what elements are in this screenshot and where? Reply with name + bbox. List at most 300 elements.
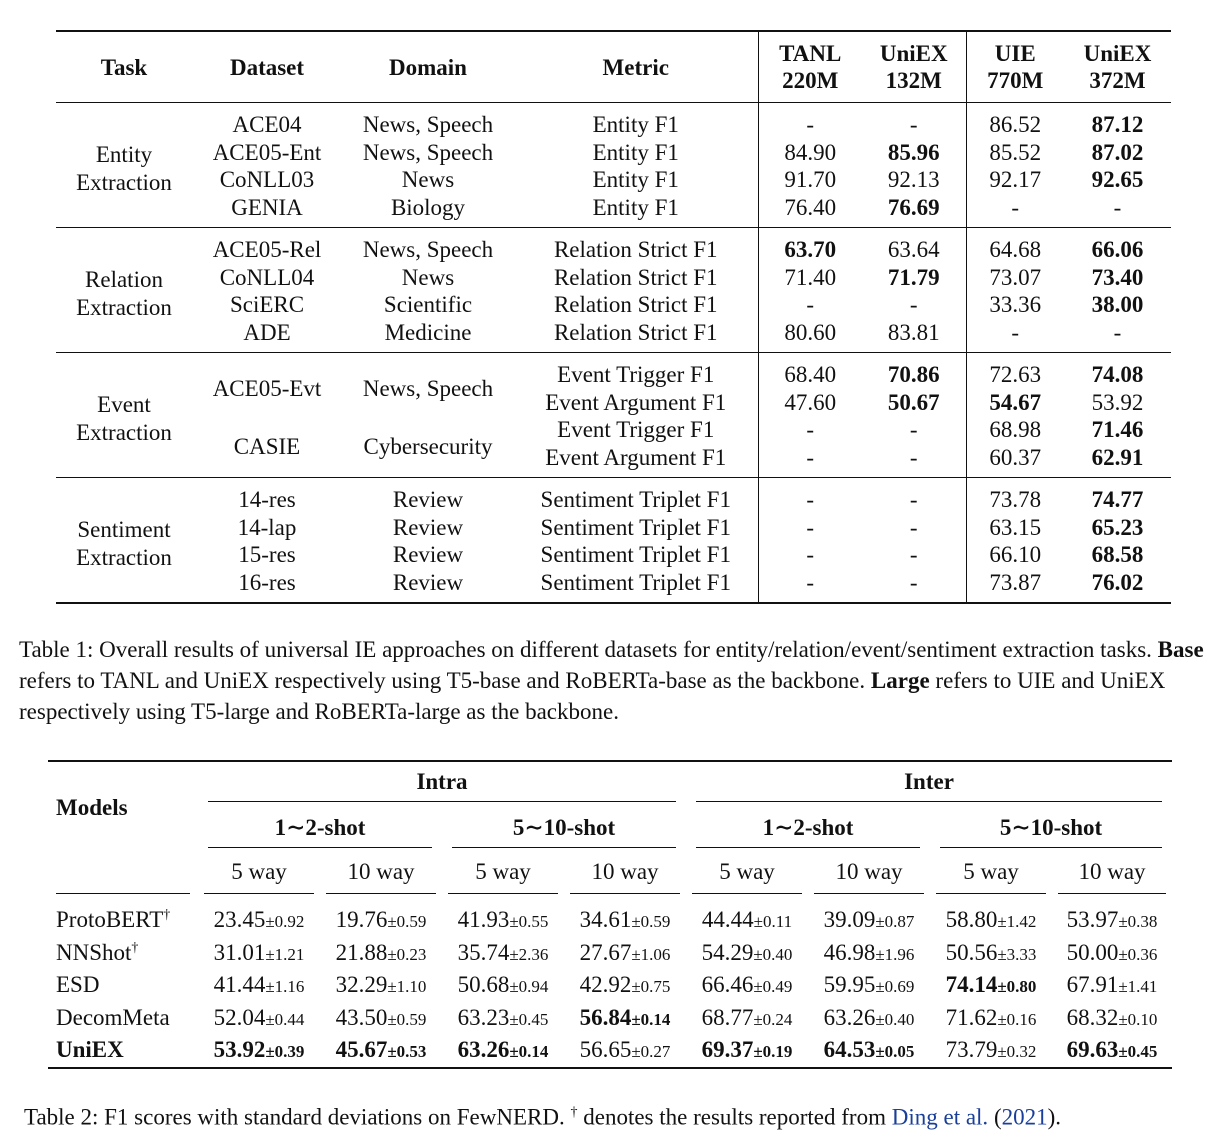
header-way: 5 way	[442, 854, 564, 898]
score-cell	[198, 898, 320, 937]
group-sentiment	[56, 478, 1171, 604]
value-cell: 74.77	[1091, 487, 1144, 512]
score-stddev: ±0.45	[1118, 1042, 1158, 1062]
table2-body	[48, 898, 1172, 1068]
score-stddev: ±0.14	[509, 1042, 549, 1062]
score-stddev: ±0.14	[631, 1009, 671, 1029]
table1-header-row	[56, 31, 1171, 103]
dataset-cell: CoNLL04	[219, 264, 315, 290]
score-value: 41.93	[457, 907, 510, 933]
value-cell: 64.68	[966, 228, 1064, 264]
score-stddev: ±2.36	[509, 944, 549, 964]
value-cell: 71.40	[758, 264, 862, 292]
score-value: 64.53	[823, 1037, 876, 1063]
score-value: 56.65	[579, 1037, 632, 1063]
dataset-cell: ACE05-Ent	[212, 139, 322, 165]
task-label: Entity Extraction	[76, 142, 172, 195]
score-cell	[564, 1002, 686, 1035]
value-cell: 83.81	[887, 319, 940, 345]
value-cell: -	[758, 291, 862, 319]
score-value: 50.00	[1066, 939, 1119, 965]
score-stddev: ±0.10	[1118, 1009, 1158, 1029]
domain-cell: News, Speech	[362, 112, 494, 137]
value-cell: -	[909, 444, 918, 470]
value-cell: -	[758, 541, 862, 569]
metric-cell: Event Argument F1	[545, 444, 727, 470]
score-cell	[198, 1002, 320, 1035]
score-value: 44.44	[701, 907, 754, 933]
value-cell: -	[909, 514, 918, 540]
score-stddev: ±0.11	[753, 912, 793, 932]
value-cell: -	[966, 319, 1064, 353]
value-cell: -	[909, 569, 918, 595]
score-stddev: ±0.55	[509, 912, 549, 932]
value-cell: 73.40	[1091, 264, 1144, 290]
value-cell: 80.60	[758, 319, 862, 353]
table-row	[56, 569, 1171, 604]
score-value: 19.76	[335, 907, 388, 933]
score-cell	[442, 1002, 564, 1035]
score-value: 68.32	[1066, 1004, 1119, 1030]
score-value: 39.09	[823, 907, 876, 933]
table-row	[56, 416, 1171, 444]
value-cell: -	[1113, 319, 1122, 345]
value-cell: -	[909, 417, 918, 442]
score-value: 50.56	[945, 939, 998, 965]
score-value: 34.61	[579, 907, 632, 933]
metric-cell: Entity F1	[592, 112, 679, 137]
results-table-1	[56, 30, 1171, 604]
score-cell	[1052, 898, 1172, 937]
table-row	[48, 1034, 1172, 1068]
score-value: 23.45	[213, 907, 266, 933]
score-stddev: ±0.38	[1118, 912, 1158, 932]
metric-cell: Sentiment Triplet F1	[540, 487, 731, 512]
score-stddev: ±1.96	[875, 944, 915, 964]
score-cell	[320, 969, 442, 1002]
domain-cell: Scientific	[383, 292, 473, 317]
score-value: 41.44	[213, 972, 266, 998]
score-value: 67.91	[1066, 972, 1119, 998]
header-task: Task	[56, 31, 192, 103]
table-row	[48, 937, 1172, 970]
table2-header-row-3	[48, 854, 1172, 898]
score-cell	[686, 1034, 808, 1068]
table-row	[56, 291, 1171, 319]
value-cell: 92.13	[887, 167, 940, 192]
value-cell: 92.65	[1091, 167, 1144, 192]
header-uie-name: UIE	[994, 41, 1036, 66]
header-uniex-base-name: UniEX	[879, 41, 948, 66]
score-cell	[442, 898, 564, 937]
score-value: 63.26	[457, 1037, 510, 1063]
value-cell: 86.52	[966, 103, 1064, 139]
dataset-cell: CoNLL03	[219, 167, 315, 192]
score-stddev: ±0.05	[875, 1042, 915, 1062]
score-cell	[1052, 969, 1172, 1002]
score-cell	[808, 937, 930, 970]
score-stddev: ±0.59	[387, 1009, 427, 1029]
domain-cell: News, Speech	[362, 139, 494, 165]
score-value: 45.67	[335, 1037, 388, 1063]
dataset-cell: ACE05-Rel	[212, 237, 322, 262]
value-cell: 76.69	[887, 194, 940, 220]
metric-cell: Event Trigger F1	[557, 362, 715, 387]
value-cell: 76.02	[1091, 569, 1144, 595]
score-value: 54.29	[701, 939, 754, 965]
score-stddev: ±0.69	[875, 977, 915, 997]
score-cell	[808, 1002, 930, 1035]
score-stddev: ±1.16	[265, 977, 305, 997]
score-value: 46.98	[823, 939, 876, 965]
score-cell	[1052, 1034, 1172, 1068]
score-stddev: ±0.32	[997, 1042, 1037, 1062]
value-cell: -	[758, 416, 862, 444]
results-table-2	[48, 760, 1172, 1069]
header-way: 10 way	[808, 854, 930, 898]
score-value: 63.26	[823, 1004, 876, 1030]
table1-caption: Table 1: Overall results of universal IE approaches on different datasets for entity/relation/event/sentiment extraction tasks. Base refers to TANL and UniEX respectively using T5-base and RoBERTa-base as the backbone. Large refers to UIE and UniEX respectively using T5-large and RoBERTa-large as the backbone.	[19, 637, 1204, 724]
score-cell	[808, 898, 930, 937]
value-cell: 54.67	[966, 389, 1064, 417]
dagger-mark: †	[131, 940, 139, 956]
header-way: 10 way	[1052, 854, 1172, 898]
score-stddev: ±0.92	[265, 912, 305, 932]
score-cell	[808, 1034, 930, 1068]
group-relation	[56, 228, 1171, 353]
score-cell	[564, 1034, 686, 1068]
value-cell: 71.46	[1091, 417, 1144, 442]
value-cell: 73.87	[966, 569, 1064, 604]
value-cell: 73.78	[966, 478, 1064, 514]
dataset-cell: CASIE	[233, 433, 301, 459]
score-cell	[1052, 1002, 1172, 1035]
header-dataset: Dataset	[192, 31, 342, 103]
value-cell: 84.90	[758, 139, 862, 167]
table2-caption: Table 2: F1 scores with standard deviations on FewNERD. † denotes the results reported from Ding et al. (2021).	[24, 1104, 1062, 1130]
domain-cell: Review	[392, 569, 464, 595]
value-cell: 73.07	[966, 264, 1064, 292]
score-value: 35.74	[457, 939, 510, 965]
score-cell	[320, 1034, 442, 1068]
score-value: 50.68	[457, 972, 510, 998]
value-cell: -	[758, 569, 862, 604]
score-value: 52.04	[213, 1004, 266, 1030]
header-way: 5 way	[686, 854, 808, 898]
metric-cell: Relation Strict F1	[553, 319, 718, 345]
value-cell: 63.15	[966, 514, 1064, 542]
value-cell: 85.96	[887, 139, 940, 165]
metric-cell: Event Argument F1	[545, 389, 727, 415]
value-cell: 87.02	[1091, 139, 1144, 165]
dataset-cell: ACE04	[232, 112, 302, 137]
value-cell: -	[909, 112, 918, 137]
models-underline	[48, 854, 198, 898]
value-cell: 91.70	[758, 166, 862, 194]
task-label: Event Extraction	[76, 392, 172, 445]
dataset-cell: 16-res	[238, 569, 296, 595]
domain-cell: Review	[392, 542, 464, 567]
model-name: NNShot†	[56, 939, 139, 965]
table2-header-row-1	[48, 761, 1172, 808]
value-cell: -	[758, 103, 862, 139]
score-stddev: ±0.24	[753, 1009, 793, 1029]
header-intra: Intra	[198, 761, 686, 808]
score-cell	[686, 898, 808, 937]
header-uniex-large-size: 372M	[1089, 68, 1146, 93]
score-value: 63.23	[457, 1004, 510, 1030]
score-value: 43.50	[335, 1004, 388, 1030]
header-uie-size: 770M	[987, 68, 1044, 93]
header-inter-5-10-shot: 5∼10-shot	[930, 808, 1172, 854]
table-row	[56, 228, 1171, 264]
domain-cell: Cybersecurity	[363, 433, 493, 459]
score-stddev: ±0.23	[387, 944, 427, 964]
score-value: 56.84	[579, 1004, 632, 1030]
value-cell: -	[909, 487, 918, 512]
header-intra-5-10-shot: 5∼10-shot	[442, 808, 686, 854]
header-way: 10 way	[564, 854, 686, 898]
score-stddev: ±0.44	[265, 1009, 305, 1029]
value-cell: 60.37	[966, 444, 1064, 478]
score-value: 73.79	[945, 1037, 998, 1063]
value-cell: 63.64	[887, 237, 940, 262]
group-entity	[56, 103, 1171, 228]
model-name: UniEX	[56, 1037, 124, 1063]
header-uniex-large	[1064, 31, 1171, 103]
metric-cell: Relation Strict F1	[553, 292, 718, 317]
score-value: 58.80	[945, 907, 998, 933]
score-cell	[564, 969, 686, 1002]
dataset-cell: SciERC	[229, 292, 305, 317]
score-value: 21.88	[335, 939, 388, 965]
value-cell: 68.58	[1091, 542, 1144, 567]
models-header: Models	[56, 795, 128, 820]
value-cell: -	[909, 292, 918, 317]
score-stddev: ±3.33	[997, 944, 1037, 964]
value-cell: 62.91	[1091, 444, 1144, 470]
domain-cell: Medicine	[384, 319, 472, 345]
dagger-mark: †	[163, 907, 171, 923]
table-row	[48, 1002, 1172, 1035]
score-stddev: ±0.40	[753, 944, 793, 964]
domain-cell: News, Speech	[362, 375, 494, 401]
metric-cell: Event Trigger F1	[557, 417, 715, 442]
score-cell	[320, 1002, 442, 1035]
table-row	[56, 478, 1171, 514]
domain-cell: Review	[392, 487, 464, 512]
value-cell: 47.60	[758, 389, 862, 417]
score-stddev: ±0.49	[753, 977, 793, 997]
value-cell: 74.08	[1091, 362, 1144, 387]
score-value: 27.67	[579, 939, 632, 965]
header-tanl-name: TANL	[779, 41, 842, 66]
value-cell: 33.36	[966, 291, 1064, 319]
score-cell	[930, 1034, 1052, 1068]
score-value: 59.95	[823, 972, 876, 998]
score-cell	[320, 937, 442, 970]
citation-link[interactable]: Ding et al.	[891, 1104, 989, 1130]
value-cell: 72.63	[966, 353, 1064, 389]
score-stddev: ±0.59	[631, 912, 671, 932]
metric-cell: Relation Strict F1	[553, 237, 718, 262]
score-cell	[442, 937, 564, 970]
score-stddev: ±0.59	[387, 912, 427, 932]
header-tanl-size: 220M	[782, 68, 839, 93]
score-stddev: ±0.53	[387, 1042, 427, 1062]
table-row	[56, 166, 1171, 194]
domain-cell: News	[401, 167, 455, 192]
dataset-cell: GENIA	[231, 194, 303, 220]
value-cell: 65.23	[1091, 514, 1144, 540]
score-stddev: ±1.41	[1118, 977, 1158, 997]
score-cell	[930, 1002, 1052, 1035]
model-name: ProtoBERT†	[56, 907, 171, 933]
domain-cell: News, Speech	[362, 237, 494, 262]
value-cell: 38.00	[1091, 292, 1144, 317]
header-way: 5 way	[198, 854, 320, 898]
score-stddev: ±0.94	[509, 977, 549, 997]
domain-cell: News	[401, 264, 455, 290]
value-cell: 66.10	[966, 541, 1064, 569]
score-cell	[564, 937, 686, 970]
value-cell: 71.79	[887, 264, 940, 290]
score-value: 74.14	[945, 972, 998, 998]
model-name: DecomMeta	[56, 1004, 170, 1030]
score-stddev: ±0.19	[753, 1042, 793, 1062]
table2-header-row-2	[48, 808, 1172, 854]
table-row	[56, 103, 1171, 139]
value-cell: 85.52	[966, 139, 1064, 167]
dataset-cell: 14-res	[238, 487, 296, 512]
score-value: 66.46	[701, 972, 754, 998]
header-uniex-large-name: UniEX	[1083, 41, 1152, 66]
table-row	[48, 969, 1172, 1002]
score-stddev: ±0.45	[509, 1009, 549, 1029]
score-cell	[930, 969, 1052, 1002]
metric-cell: Entity F1	[592, 194, 679, 220]
header-uie	[966, 31, 1064, 103]
score-stddev: ±1.21	[265, 944, 305, 964]
score-stddev: ±0.80	[997, 977, 1037, 997]
value-cell: 92.17	[966, 166, 1064, 194]
score-cell	[198, 1034, 320, 1068]
value-cell: 50.67	[887, 389, 940, 415]
value-cell: -	[758, 478, 862, 514]
score-value: 32.29	[335, 972, 388, 998]
metric-cell: Sentiment Triplet F1	[540, 542, 731, 567]
header-way: 5 way	[930, 854, 1052, 898]
score-cell	[686, 1002, 808, 1035]
score-stddev: ±0.75	[631, 977, 671, 997]
table-row	[56, 194, 1171, 228]
model-name: ESD	[56, 972, 100, 998]
value-cell: 76.40	[758, 194, 862, 228]
value-cell: 66.06	[1091, 237, 1144, 262]
value-cell: 63.70	[758, 228, 862, 264]
table-row	[56, 139, 1171, 167]
score-stddev: ±0.16	[997, 1009, 1037, 1029]
dataset-cell: 15-res	[238, 542, 296, 567]
score-cell	[442, 969, 564, 1002]
score-stddev: ±0.36	[1118, 944, 1158, 964]
score-value: 68.77	[701, 1004, 754, 1030]
header-uniex-base	[862, 31, 966, 103]
score-cell	[686, 937, 808, 970]
table-row	[56, 319, 1171, 353]
score-cell	[442, 1034, 564, 1068]
score-cell	[930, 937, 1052, 970]
header-intra-1-2-shot: 1∼2-shot	[198, 808, 442, 854]
table-row	[56, 541, 1171, 569]
header-uniex-base-size: 132M	[885, 68, 942, 93]
value-cell: -	[1113, 194, 1122, 220]
table-row	[56, 353, 1171, 389]
value-cell: -	[909, 542, 918, 567]
task-label: Relation Extraction	[76, 267, 172, 320]
score-value: 31.01	[213, 939, 266, 965]
table-row	[56, 514, 1171, 542]
metric-cell: Relation Strict F1	[553, 264, 718, 290]
header-inter-1-2-shot: 1∼2-shot	[686, 808, 930, 854]
dataset-cell: ADE	[243, 319, 291, 345]
score-cell	[1052, 937, 1172, 970]
metric-cell: Entity F1	[592, 167, 679, 192]
header-domain: Domain	[342, 31, 514, 103]
score-stddev: ±0.40	[875, 1009, 915, 1029]
table-row	[48, 898, 1172, 937]
score-stddev: ±1.10	[387, 977, 427, 997]
score-stddev: ±0.87	[875, 912, 915, 932]
domain-cell: Biology	[390, 194, 466, 220]
score-value: 69.37	[701, 1037, 754, 1063]
header-tanl	[758, 31, 862, 103]
dataset-cell: ACE05-Evt	[212, 375, 322, 401]
value-cell: 68.98	[966, 416, 1064, 444]
score-value: 71.62	[945, 1004, 998, 1030]
metric-cell: Sentiment Triplet F1	[540, 514, 731, 540]
score-cell	[198, 969, 320, 1002]
value-cell: 53.92	[1091, 389, 1144, 415]
score-cell	[564, 898, 686, 937]
metric-cell: Entity F1	[592, 139, 679, 165]
value-cell: 68.40	[758, 353, 862, 389]
value-cell: -	[966, 194, 1064, 228]
score-cell	[198, 937, 320, 970]
score-stddev: ±0.27	[631, 1042, 671, 1062]
score-stddev: ±0.39	[265, 1042, 305, 1062]
score-value: 42.92	[579, 972, 632, 998]
value-cell: 87.12	[1091, 112, 1144, 137]
group-event	[56, 353, 1171, 478]
header-metric: Metric	[514, 31, 758, 103]
score-stddev: ±1.42	[997, 912, 1037, 932]
domain-cell: Review	[392, 514, 464, 540]
score-cell	[808, 969, 930, 1002]
header-way: 10 way	[320, 854, 442, 898]
score-value: 53.97	[1066, 907, 1119, 933]
metric-cell: Sentiment Triplet F1	[540, 569, 731, 595]
table-row	[56, 264, 1171, 292]
score-stddev: ±1.06	[631, 944, 671, 964]
score-value: 53.92	[213, 1037, 266, 1063]
citation-year-link[interactable]: 2021	[1001, 1104, 1048, 1130]
score-cell	[930, 898, 1052, 937]
score-value: 69.63	[1066, 1037, 1119, 1063]
value-cell: -	[758, 444, 862, 478]
value-cell: -	[758, 514, 862, 542]
value-cell: 70.86	[887, 362, 940, 387]
